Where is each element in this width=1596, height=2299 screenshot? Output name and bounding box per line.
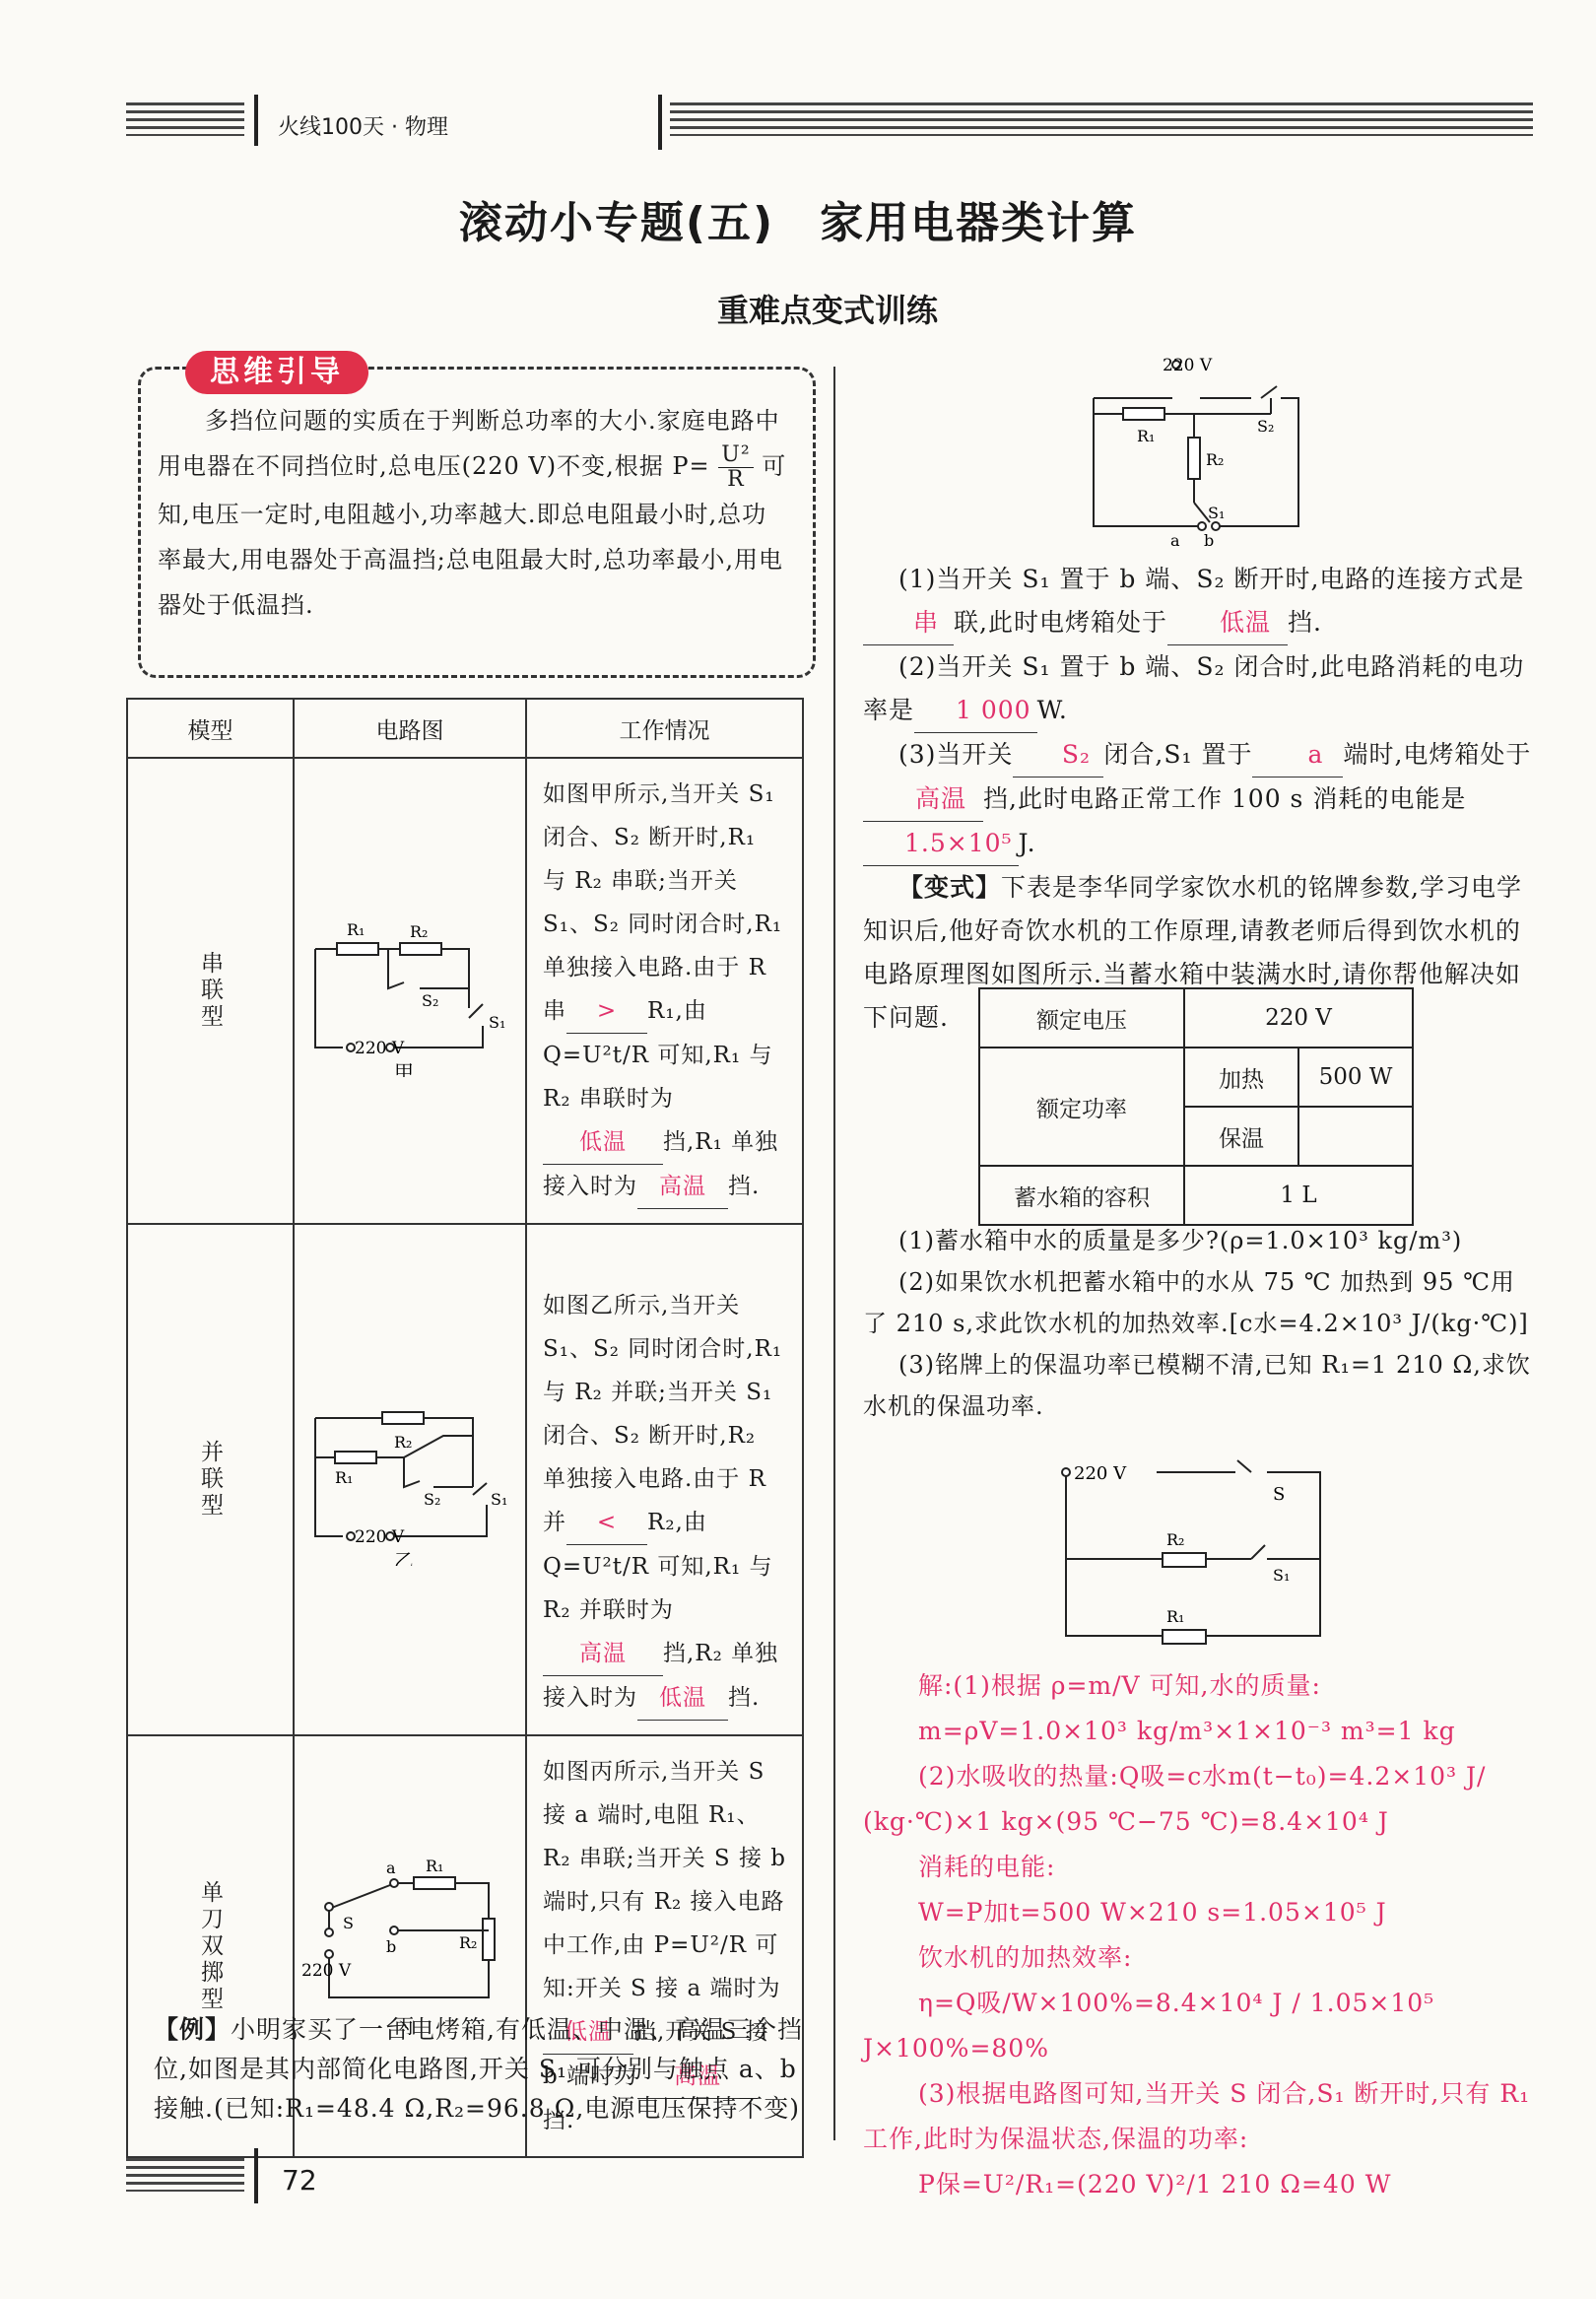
label-r2: R₂: [459, 1933, 478, 1952]
label-voltage: 220 V: [1074, 1463, 1127, 1484]
label-voltage: 220 V: [355, 1526, 405, 1547]
answer-blank: 高温: [637, 2055, 758, 2099]
answer-blank: 1 000: [914, 689, 1037, 733]
label-a: a: [1170, 531, 1180, 550]
answer-blank: 低温: [1167, 601, 1288, 645]
section-subtitle: 重难点变式训练: [716, 292, 938, 329]
footer-rule: [126, 2158, 244, 2192]
variant: 【变式】下表是李华同学家饮水机的铭牌参数,学习电学知识后,他好奇饮水机的工作原理,请教老师后得到饮水机的电路原理图如图所示.当蓄水箱中装满水时,请你帮他解决如下问题.: [863, 873, 1522, 1032]
solution-line: W=P加t=500 W×210 s=1.05×10⁵ J: [918, 1898, 1387, 1927]
footer-divider: [254, 2148, 258, 2203]
spec-value: 1 L: [1184, 1166, 1413, 1225]
solution: [863, 1663, 1535, 2207]
answer-blank: >: [566, 989, 647, 1034]
answer-blank: 低温: [543, 1120, 663, 1165]
solution-line: m=ρV=1.0×10³ kg/m³×1×10⁻³ m³=1 kg: [918, 1717, 1456, 1745]
variant-question-2: (2)如果饮水机把蓄水箱中的水从 75 ℃ 加热到 95 ℃用了 210 s,求此饮水机的加热效率.[c水=4.2×10³ J/(kg·℃)]: [863, 1268, 1529, 1337]
label-s1: S₁: [1208, 504, 1226, 522]
label-voltage: 220 V: [301, 1961, 352, 1981]
label-s2: S₂: [424, 1489, 441, 1509]
thinking-line2: 可知,电压一定时,电阻越小,功率越大.即总电阻最小时,总功率最大,用电器处于高温挡;总电阻最大时,总功率最小,用电器处于低温挡.: [158, 452, 787, 619]
example-text: 小明家买了一台电烤箱,有低温、中温、高温三个挡位,如图是其内部简化电路图,开关 S₁ 可分别与触点 a、b 接触.(已知:R₁=48.4 Ω,R₂=96.8 Ω,电源电压保持不变): [154, 2015, 803, 2123]
solution-line: (kg·℃)×1 kg×(95 ℃−75 ℃)=8.4×10⁴ J: [863, 1807, 1389, 1836]
spec-label: 额定功率: [979, 1048, 1184, 1166]
label-r2: R₂: [410, 921, 429, 941]
label-r1: R₁: [1166, 1607, 1185, 1626]
caption-bing: 丙: [394, 2014, 414, 2037]
spdt-circuit-diagram: [296, 1850, 524, 2037]
answer-blank: 高温: [637, 1165, 728, 1209]
header-divider: [254, 95, 258, 146]
spec-value: [1298, 1107, 1413, 1166]
work-spdt: 如图丙所示,当开关 S 接 a 端时,电阻 R₁、R₂ 串联;当开关 S 接 b 端时,只有 R₂ 接入电路中工作,由 P=U²/R 可知:开关 S 接 a 端时为低温 挡,开关 S 接 b 端时为 高温挡.: [526, 1735, 803, 2157]
variant-circuit-diagram: [1054, 1453, 1350, 1650]
thinking-line1: 多挡位问题的实质在于判断总功率的大小.家庭电路中用电器在不同挡位时,总电压(220 V)不变,根据 P=: [158, 407, 780, 480]
page-title: 滚动小专题(五) 家用电器类计算: [458, 198, 1138, 248]
label-s1: S₁: [491, 1489, 508, 1509]
work-parallel: 如图乙所示,当开关 S₁、S₂ 同时闭合时,R₁ 与 R₂ 并联;当开关 S₁ 闭合、S₂ 断开时,R₂ 单独接入电路.由于 R并 < R₂,由 Q=U²t/R 可知,R₁ 与 R₂ 并联时为高温 挡,R₂ 单独接入时为 低温 挡.: [526, 1224, 803, 1735]
label-s1: S₁: [1273, 1566, 1291, 1585]
column-divider: [833, 367, 835, 2140]
label-r2: R₂: [394, 1432, 413, 1452]
solution-line: (2)水吸收的热量:Q吸=c水m(t−t₀)=4.2×10³ J/: [918, 1762, 1487, 1791]
answer-blank: 串: [863, 601, 954, 645]
spec-value: 500 W: [1298, 1048, 1413, 1107]
header-rule-left: [126, 102, 244, 136]
circuit-series-cell: [294, 758, 526, 1224]
label-s2: S₂: [422, 990, 439, 1010]
caption-jia: 甲: [394, 1059, 414, 1077]
question-3: (3)当开关 S₂ 闭合,S₁ 置于 a 端时,电烤箱处于高温 挡,此时电路正常工作 100 s 消耗的电能是1.5×10⁵ J.: [863, 733, 1535, 866]
example-block: [154, 2010, 804, 2129]
variant-question-3: (3)铭牌上的保温功率已模糊不清,已知 R₁=1 210 Ω,求饮水机的保温功率.: [863, 1351, 1531, 1420]
example-circuit-diagram: [1084, 355, 1320, 562]
header-divider-2: [658, 95, 662, 150]
solution-line: η=Q吸/W×100%=8.4×10⁴ J / 1.05×10⁵ J×100%=80%: [863, 1989, 1435, 2062]
answer-blank: S₂: [1013, 733, 1103, 778]
spec-label: 加热: [1184, 1048, 1298, 1107]
label-r1: R₁: [347, 919, 366, 939]
thinking-badge: 思维引导: [185, 351, 368, 394]
spec-label: 蓄水箱的容积: [979, 1166, 1184, 1225]
label-a: a: [386, 1859, 396, 1877]
question-1: (1)当开关 S₁ 置于 b 端、S₂ 断开时,电路的连接方式是串 联,此时电烤箱处于 低温 挡.: [863, 558, 1535, 645]
series-circuit-diagram: [296, 900, 524, 1077]
table-header-model: 模型: [127, 699, 294, 758]
spec-label: 额定电压: [979, 988, 1184, 1048]
question-2: (2)当开关 S₁ 置于 b 端、S₂ 闭合时,此电路消耗的电功率是 1 000 W.: [863, 645, 1535, 733]
label-r1: R₁: [426, 1857, 444, 1875]
answer-blank: 高温: [863, 778, 983, 822]
circuit-parallel-cell: [294, 1224, 526, 1735]
work-series: 如图甲所示,当开关 S₁ 闭合、S₂ 断开时,R₁ 与 R₂ 串联;当开关 S₁、S₂ 同时闭合时,R₁ 单独接入电路.由于 R串 > R₁,由 Q=U²t/R 可知,R₁ 与 R₂ 串联时为低温 挡,R₁ 单独接入时为 高温 挡.: [526, 758, 803, 1224]
solution-line: (3)根据电路图可知,当开关 S 闭合,S₁ 断开时,只有 R₁ 工作,此时为保温状态,保温的功率:: [863, 2079, 1531, 2153]
model-type-series: 串联型: [127, 758, 294, 1224]
label-r2: R₂: [1206, 450, 1225, 469]
header-rule-right: [670, 102, 1533, 136]
label-s2: S₂: [1257, 417, 1275, 436]
caption-yi: 乙: [394, 1548, 414, 1566]
table-header-circuit: 电路图: [294, 699, 526, 758]
answer-blank: a: [1252, 733, 1343, 778]
answer-blank: 1.5×10⁵: [863, 822, 1019, 866]
model-table: [126, 698, 804, 2158]
solution-line: 饮水机的加热效率:: [918, 1943, 1133, 1972]
formula-fraction: $\frac{\text{U²}}{R}$: [718, 443, 753, 492]
label-s1: S₁: [489, 1012, 506, 1032]
label-r2: R₂: [1166, 1530, 1185, 1549]
variant-question-1: (1)蓄水箱中水的质量是多少?(ρ=1.0×10³ kg/m³): [898, 1227, 1463, 1254]
example-questions: [863, 558, 1535, 1040]
label-r1: R₁: [335, 1467, 354, 1487]
spec-table: [978, 987, 1414, 1226]
label-voltage: 220 V: [355, 1038, 405, 1058]
answer-blank: 低温: [637, 1676, 728, 1721]
page-number: 72: [282, 2164, 317, 2197]
solution-line: P保=U²/R₁=(220 V)²/1 210 Ω=40 W: [918, 2170, 1392, 2198]
label-s: S: [343, 1914, 354, 1932]
table-header-work: 工作情况: [526, 699, 803, 758]
solution-line: 消耗的电能:: [918, 1853, 1056, 1881]
spec-value: 220 V: [1184, 988, 1413, 1048]
label-voltage: 220 V: [1163, 356, 1213, 375]
model-type-parallel: 并联型: [127, 1224, 294, 1735]
example-tag: 【例】: [154, 2015, 232, 2044]
answer-blank: <: [566, 1501, 647, 1545]
parallel-circuit-diagram: [296, 1388, 524, 1566]
thinking-text: [158, 398, 788, 628]
book-title: 火线100天 · 物理: [278, 115, 448, 140]
label-s: S: [1273, 1484, 1286, 1505]
solution-line: 解:(1)根据 ρ=m/V 可知,水的质量:: [918, 1671, 1321, 1700]
label-r1: R₁: [1137, 427, 1156, 445]
variant-tag: 【变式】: [898, 873, 1002, 902]
label-b: b: [386, 1937, 397, 1956]
answer-blank: 高温: [543, 1632, 663, 1676]
model-type-spdt: 单刀双掷型: [127, 1735, 294, 2157]
spec-label: 保温: [1184, 1107, 1298, 1166]
variant-questions: [863, 1220, 1535, 1427]
label-b: b: [1204, 531, 1215, 550]
answer-blank: 低温: [543, 2010, 633, 2055]
